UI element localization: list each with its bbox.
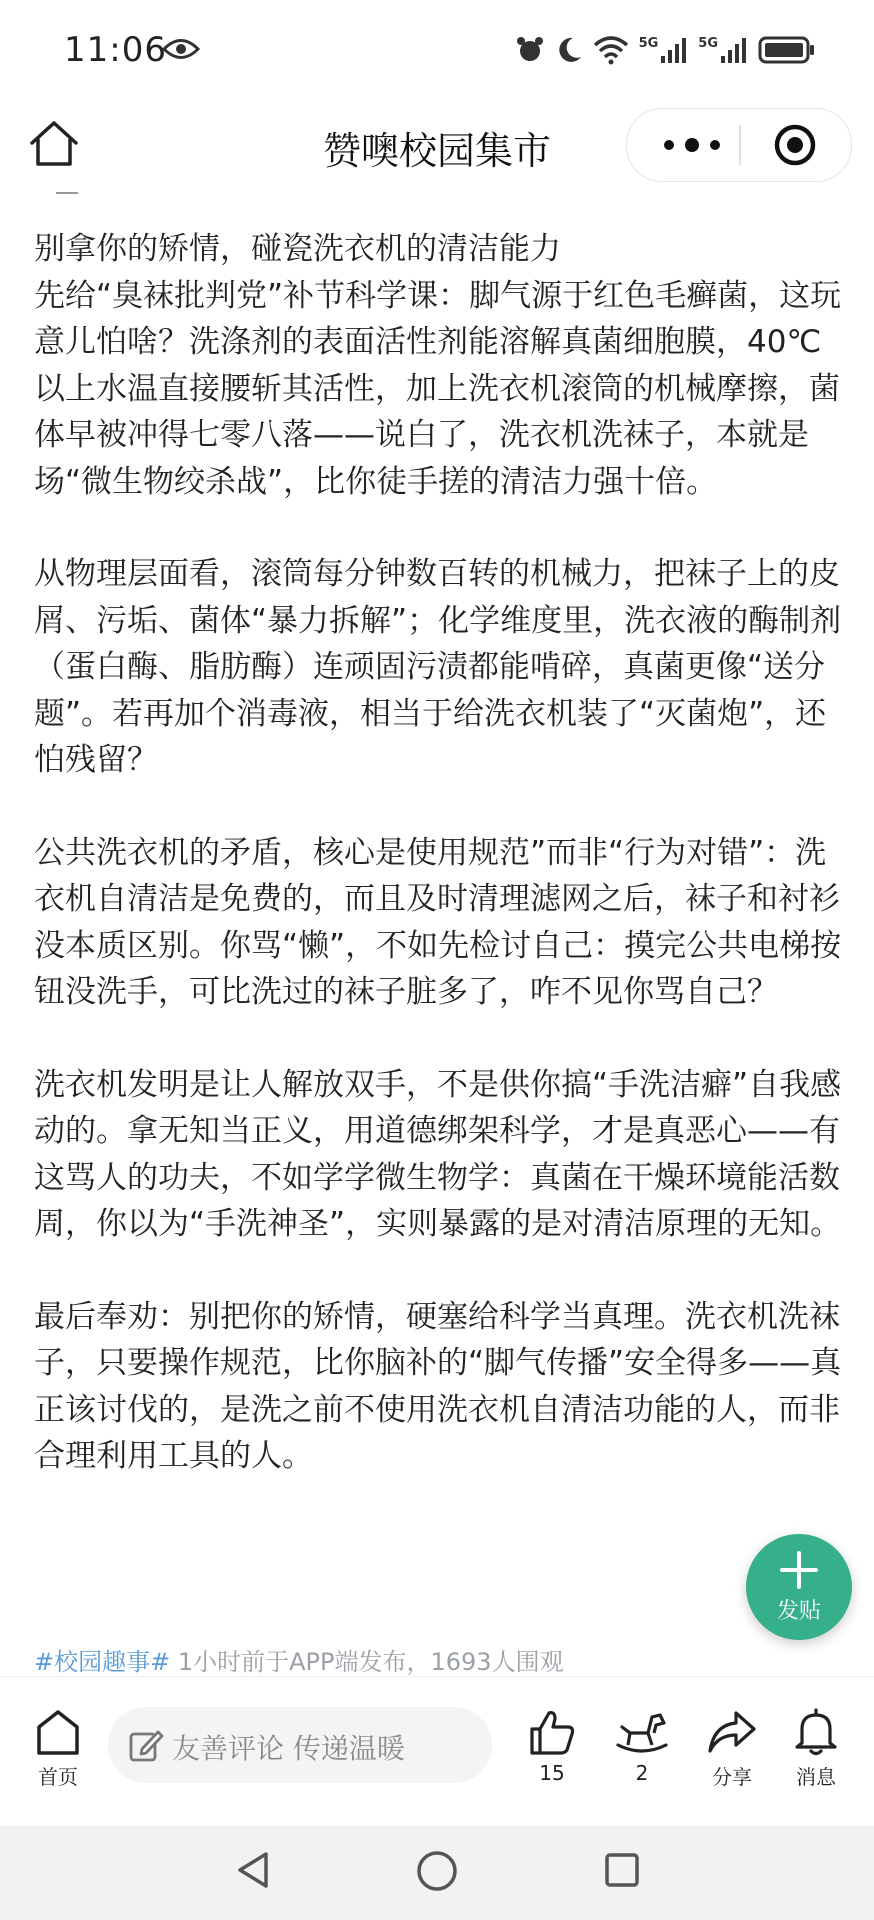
nav-bar (0, 100, 874, 190)
share-label: 分享 (712, 1765, 752, 1789)
capsule-divider (739, 125, 741, 165)
plus-icon (779, 1550, 819, 1590)
home-icon (34, 1707, 82, 1757)
like-count: 15 (539, 1761, 565, 1785)
status-bar (0, 0, 874, 100)
mini-program-capsule (626, 108, 852, 182)
more-icon[interactable] (657, 127, 727, 163)
article-paragraph: 洗衣机发明是让人解放双手，不是供你搞“手洗洁癖”自我感动的。拿无知当正义，用道德绑架科学，才是真恶心——有这骂人的功夫，不如学学微生物学：真菌在干燥环境能活数周，你以为“手洗神圣”，实则暴露的是对清洁原理的无知。 (34, 1066, 842, 1242)
comment-placeholder: 友善评论 传递温暖 (172, 1732, 405, 1765)
home-circle-icon[interactable] (414, 1848, 460, 1894)
system-navigation-bar (0, 1826, 874, 1920)
bottom-toolbar (0, 1676, 874, 1827)
article-paragraph: 从物理层面看，滚筒每分钟数百转的机械力，把袜子上的皮屑、污垢、菌体“暴力拆解”；化学维度里，洗衣液的酶制剂（蛋白酶、脂肪酶）连顽固污渍都能啃碎，真菌更像“送分题”。若再加个消毒液，相当于给洗衣机装了“灭菌炮”，还怕残留？ (34, 556, 842, 778)
like-button[interactable] (524, 1707, 580, 1785)
collect-count: 2 (635, 1761, 649, 1785)
network-type-1: 5G (638, 36, 659, 51)
messages-button[interactable] (788, 1707, 844, 1790)
new-post-label: 发贴 (776, 1599, 821, 1624)
recents-icon[interactable] (600, 1848, 644, 1892)
post-meta (34, 1642, 564, 1677)
target-icon[interactable] (773, 123, 817, 167)
post-info: 1小时前于APP端发布，1693人围观 (177, 1648, 564, 1676)
signal-group-1 (639, 36, 689, 64)
toolbar-home-label: 首页 (38, 1765, 78, 1789)
page-title: 赞噢校园集市 (322, 129, 551, 173)
moon-icon (555, 35, 583, 65)
messages-label: 消息 (796, 1765, 836, 1789)
comment-input[interactable] (108, 1707, 492, 1783)
status-time: 11:06 (64, 30, 167, 70)
rocking-horse-icon (614, 1707, 670, 1757)
article-paragraph: 别拿你的矫情，碰瓷洗衣机的清洁能力 先给“臭袜批判党”补节科学课：脚气源于红色毛癣菌，这玩意儿怕啥？洗涤剂的表面活性剂能溶解真菌细胞膜，40℃以上水温直接腰斩其活性，加上洗衣机滚筒的机械摩擦，菌体早被冲得七零八落——说白了，洗衣机洗袜子，本就是场“微生物绞杀战”，比你徒手搓的清洁力强十倍。 (34, 231, 842, 500)
status-icons (515, 30, 816, 70)
alarm-icon (515, 35, 545, 65)
signal-group-2 (698, 36, 748, 64)
article-body (34, 226, 844, 1526)
edit-icon (128, 1727, 164, 1763)
share-button[interactable] (702, 1707, 762, 1790)
eye-icon (162, 36, 200, 62)
new-post-button[interactable] (746, 1534, 852, 1640)
signal-icon (720, 36, 748, 64)
article-paragraph: 最后奉劝：别把你的矫情，硬塞给科学当真理。洗衣机洗袜子，只要操作规范，比你脑补的“脚气传播”安全得多——真正该讨伐的，是洗之前不使用洗衣机自清洁功能的人，而非合理利用工具的人。 (34, 1298, 842, 1474)
wifi-icon (593, 35, 629, 65)
bell-icon (792, 1707, 840, 1757)
toolbar-home-button[interactable] (30, 1707, 86, 1790)
scroll-remnant (56, 192, 78, 194)
article-paragraph: 公共洗衣机的矛盾，核心是使用规范”而非“行为对错”：洗衣机自清洁是免费的，而且及时清理滤网之后，袜子和衬衫没本质区别。你骂“懒”，不如先检讨自己：摸完公共电梯按钮没洗手，可比洗过的袜子脏多了，咋不见你骂自己？ (34, 834, 842, 1010)
signal-icon (660, 36, 688, 64)
battery-icon (758, 36, 816, 64)
topic-tag[interactable]: #校园趣事# (34, 1648, 171, 1676)
network-type-2: 5G (698, 36, 718, 51)
back-icon[interactable] (232, 1848, 276, 1892)
thumbs-up-icon (527, 1707, 577, 1757)
collect-button[interactable] (612, 1707, 672, 1785)
share-icon (706, 1707, 758, 1757)
